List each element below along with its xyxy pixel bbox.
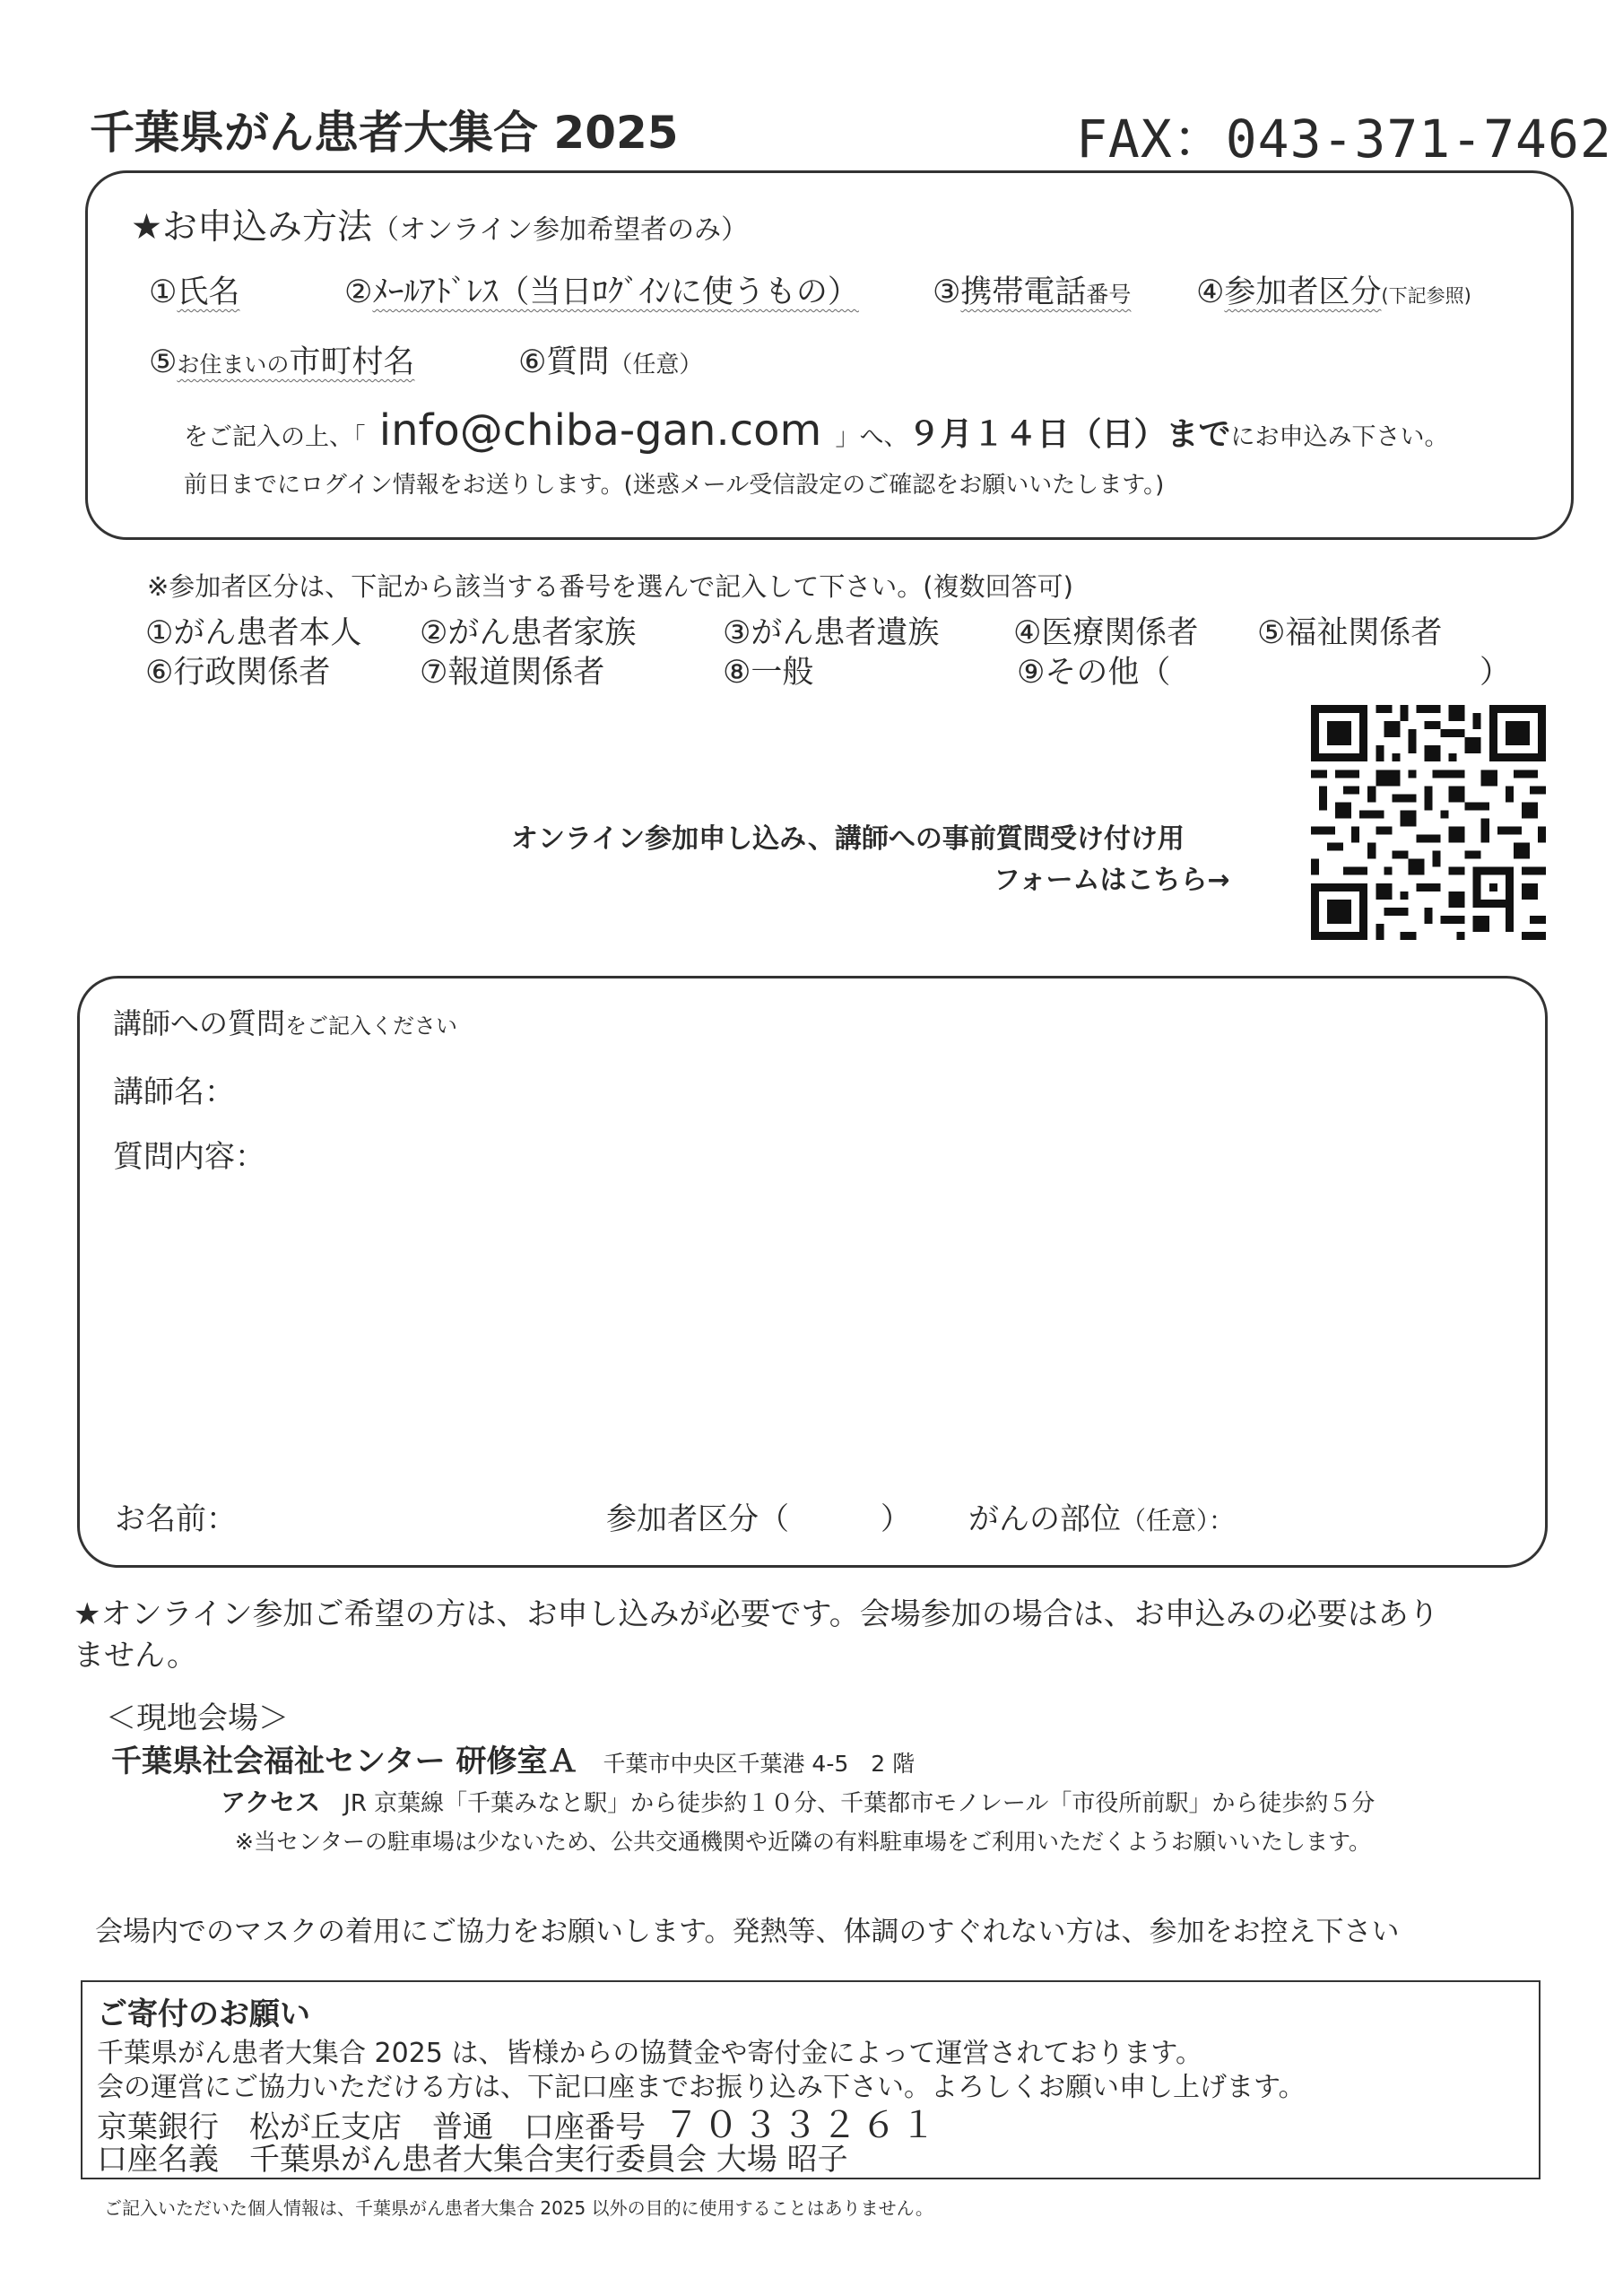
donation-title: ご寄付のお願い [97,1996,310,2032]
participant-category-field[interactable]: 参加者区分（ ） [606,1501,911,1537]
your-name-label: お名前： [115,1501,237,1537]
apply-heading-line [131,199,748,249]
apply-item-city: ⑤お住まいの市町村名 [149,344,415,380]
page-title: 千葉県がん患者大集合 2025 [90,107,679,159]
category-6: ⑥行政関係者 [145,655,331,691]
apply-item-category: ④参加者区分(下記参照) [1196,274,1471,310]
form-link-text: オンライン参加申し込み、講師への事前質問受け付け用 [511,823,1185,855]
question-box [77,976,1548,1568]
mask-note: 会場内でのマスクの着用にご協力をお願いします。発熱等、体調のすぐれない方は、参加をお控え下さい [95,1916,1400,1948]
category-7: ⑦報道関係者 [420,655,605,691]
category-2: ②がん患者家族 [420,615,637,651]
venue-name: 千葉県社会福祉センター 研修室Ａ [111,1744,578,1779]
apply-email-line: をご記入の上、「 info@chiba-gan.com 」へ、９月１４日（日）までにお申込み下さい。 [184,405,1449,456]
venue-heading: ＜現地会場＞ [106,1700,289,1736]
bank-account-line: 京葉銀行 松が丘支店 普通 口座番号 ７０３３２６１ [97,2105,940,2146]
category-4: ④医療関係者 [1013,615,1199,651]
apply-item-phone: ③携帯電話番号 [933,274,1132,310]
privacy-note: ご記入いただいた個人情報は、千葉県がん患者大集合 2025 以外の目的に使用することはありません。 [104,2197,933,2219]
login-info-note: 前日までにログイン情報をお送りします。(迷惑メール受信設定のご確認をお願いいたします。) [184,472,1165,499]
email-address: info@chiba-gan.com [365,405,836,456]
venue-address: 千葉市中央区千葉港 4-5 2 階 [603,1751,916,1777]
category-3: ③がん患者遺族 [723,615,940,651]
category-9-close: ） [1480,655,1512,691]
online-notice-line2: ません。 [74,1638,198,1674]
apply-item-email: ②ﾒｰﾙｱﾄﾞﾚｽ（当日ﾛｸﾞｲﾝに使うもの） [344,274,859,310]
deadline: ９月１４日（日）まで [907,416,1231,453]
question-title: 講師への質問をご記入ください [113,1006,458,1040]
account-holder: 口座名義 千葉県がん患者大集合実行委員会 大場 昭子 [97,2142,848,2178]
category-1: ①がん患者本人 [145,615,362,651]
apply-heading: ★お申込み方法 [131,207,372,248]
lecturer-name-label: 講師名： [113,1074,235,1110]
fax-number: FAX：043-371-7462 [1076,109,1612,170]
access-line: アクセス JR 京葉線「千葉みなと駅」から徒歩約１０分、千葉都市モノレール「市役所前駅」から徒歩約５分 [221,1787,1376,1817]
donation-line1: 千葉県がん患者大集合 2025 は、皆様からの協賛金や寄付金によって運営されております。 [97,2038,1203,2069]
category-9: ⑨その他（ [1017,655,1171,691]
category-note: ※参加者区分は、下記から該当する番号を選んで記入して下さい。(複数回答可) [147,571,1073,602]
parking-note: ※当センターの駐車場は少ないため、公共交通機関や近隣の有料駐車場をご利用いただくようお願いいたします。 [235,1829,1371,1855]
venue-line [111,1736,915,1780]
online-notice-line1: ★オンライン参加ご希望の方は、お申し込みが必要です。会場参加の場合は、お申込みの必要はあり [74,1596,1439,1632]
donation-line2: 会の運営にご協力いただける方は、下記口座までお振り込み下さい。よろしくお願い申し上げます。 [97,2072,1306,2103]
apply-item-question: ⑥質問（任意） [518,344,703,380]
qr-code-icon[interactable] [1311,705,1546,940]
cancer-site-label: がんの部位（任意）： [968,1501,1235,1537]
category-8: ⑧一般 [723,655,814,691]
category-5: ⑤福祉関係者 [1257,615,1443,651]
question-content-label: 質問内容： [113,1139,265,1175]
form-link-arrow-text: フォームはこちら→ [994,865,1230,896]
account-number: ７０３３２６１ [664,2105,940,2146]
apply-item-name: ①氏名 [149,274,240,310]
apply-heading-note: （オンライン参加希望者のみ） [371,214,749,246]
